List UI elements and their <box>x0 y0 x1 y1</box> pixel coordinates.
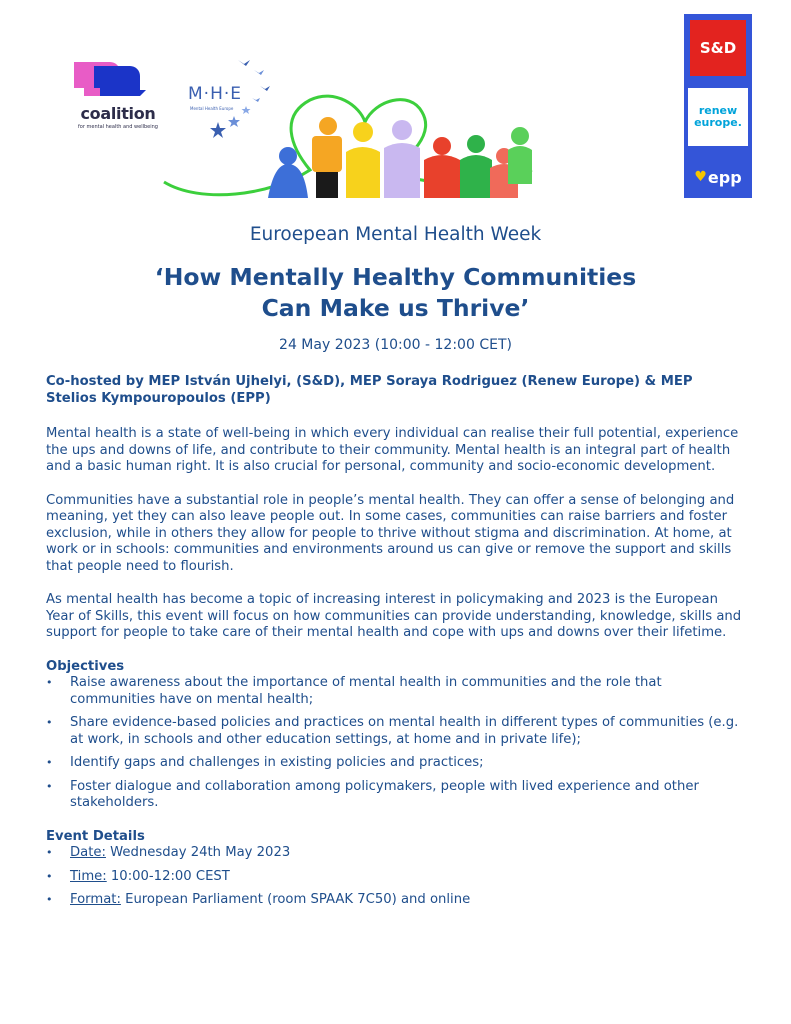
paragraph-event-focus: As mental health has become a topic of increasing interest in policymaking and 2023 is the European Year of Skills, this event will focus on how communities can provide understanding, knowledge, skills and support for people to take care of their mental health and cope with ups and downs over their lifetime. <box>46 592 742 640</box>
objectives-heading: Objectives <box>46 658 125 674</box>
mhe-letters: M·H·E <box>188 84 242 104</box>
epp-logo <box>688 160 748 194</box>
event-title <box>0 262 791 324</box>
sd-logo: S&D <box>690 20 746 76</box>
objectives-list <box>46 675 746 812</box>
body-content <box>46 374 746 926</box>
renew-europe-logo <box>688 88 748 146</box>
objective-item: • Share evidence-based policies and practices on mental health in different types of communities (e.g. at work, in schools and other education settings, at home and in private life); <box>46 715 746 748</box>
epp-heart-icon: ♥ <box>694 169 707 185</box>
detail-date-label: Date: <box>70 845 106 860</box>
coalition-heads-icon <box>66 58 170 104</box>
detail-time-label: Time: <box>70 868 107 884</box>
detail-date <box>46 845 746 862</box>
objective-item: • Foster dialogue and collaboration among policymakers, people with lived experience and other stakeholders. <box>46 779 746 812</box>
paragraph-mental-health: Mental health is a state of well-being in which every individual can realise their full potential, experience the ups and downs of life, and contribute to their community. Mental health is an integral part of health and a basic human right. It is also crucial for personal, community and socio-economic development. <box>46 426 739 474</box>
renew-line1: renew <box>698 104 738 117</box>
renew-line2: europe. <box>694 116 742 129</box>
cohost-line: Co-hosted by MEP István Ujhelyi, (S&D), MEP Soraya Rodriguez (Renew Europe) & MEP Stelios Kympouropoulos (EPP) <box>46 374 693 406</box>
detail-time <box>46 869 746 886</box>
coalition-wordmark: coalition <box>80 104 156 123</box>
epp-text: epp <box>707 167 742 187</box>
community-illustration <box>160 86 540 204</box>
detail-format <box>46 892 746 909</box>
objective-item: • Raise awareness about the importance of mental health in communities and the role that communities have on mental health; <box>46 675 746 708</box>
detail-format-label: Format: <box>70 892 121 907</box>
event-details-heading: Event Details <box>46 828 145 844</box>
event-week-heading: Euroepean Mental Health Week <box>249 224 542 245</box>
objective-item: • Identify gaps and challenges in existing policies and practices; <box>46 755 746 772</box>
event-details-list <box>46 845 746 909</box>
detail-time-value: 10:00-12:00 CEST <box>106 868 230 884</box>
event-title-line1: ‘How Mentally Healthy Communities <box>154 263 637 291</box>
event-title-line2: Can Make us Thrive’ <box>261 294 530 322</box>
party-logos <box>684 14 752 198</box>
coalition-logo <box>66 58 170 150</box>
detail-format-value: European Parliament (room SPAAK 7C50) and online <box>120 892 471 907</box>
mhe-tagline: Mental Health Europe <box>190 106 234 111</box>
coalition-tagline: for mental health and wellbeing <box>78 124 158 130</box>
detail-date-value: Wednesday 24th May 2023 <box>105 845 291 860</box>
event-date: 24 May 2023 (10:00 - 12:00 CET) <box>279 337 512 353</box>
paragraph-communities: Communities have a substantial role in people’s mental health. They can offer a sense of belonging and meaning, yet they can also leave people out. In some cases, communities can raise barriers and foster exclusion, while in others they allow for people to thrive without stigma and discrimination. At home, at work or in schools: communities and environments around us can give or remove the support and skills that people need to flourish. <box>46 492 735 574</box>
